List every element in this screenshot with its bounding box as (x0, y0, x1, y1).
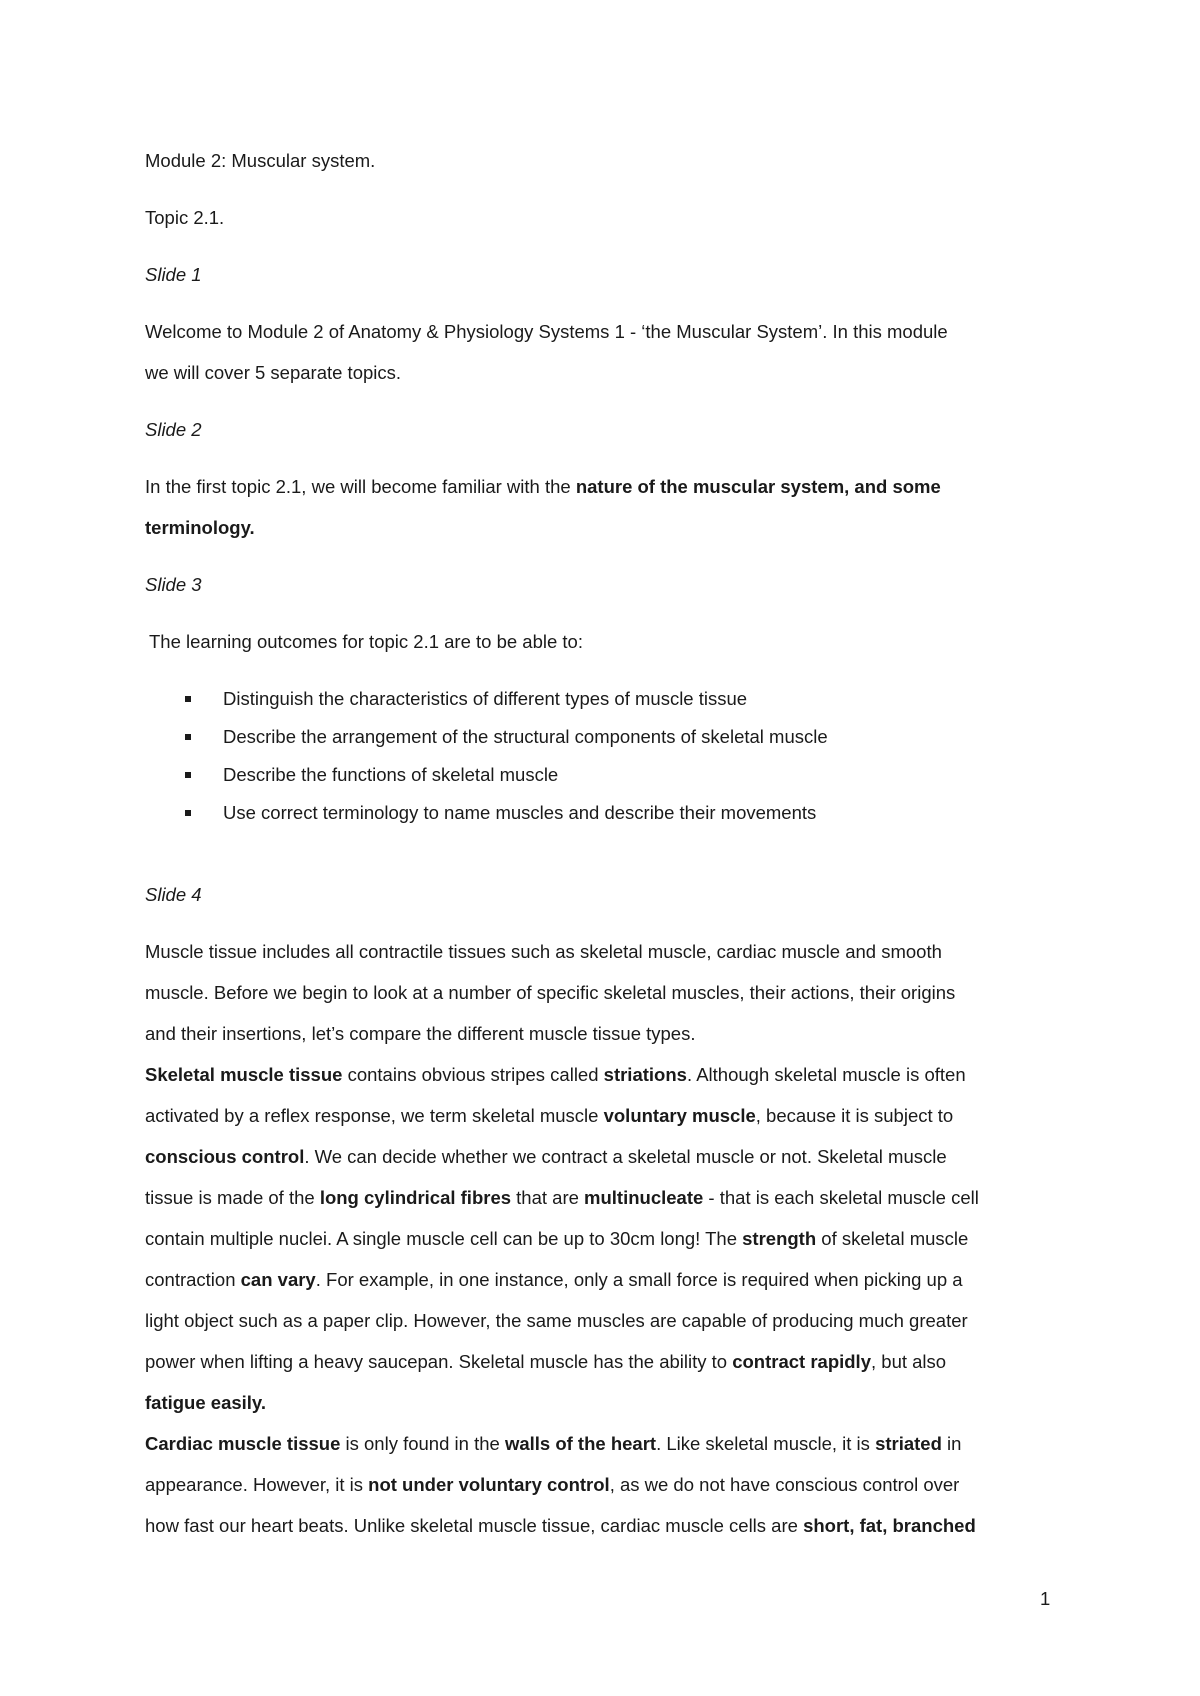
skeletal-paragraph-line: contraction can vary. For example, in one instance, only a small force is required when picking up a (145, 1269, 963, 1290)
paragraph-line: Muscle tissue includes all contractile tissues such as skeletal muscle, cardiac muscle and smooth (145, 941, 942, 962)
square-bullet-icon (185, 772, 191, 778)
slide-3-label: Slide 3 (145, 574, 202, 595)
skeletal-paragraph-line: tissue is made of the long cylindrical fibres that are multinucleate - that is each skeletal muscle cell (145, 1187, 979, 1208)
topic-title: Topic 2.1. (145, 207, 225, 228)
paragraph-line: and their insertions, let’s compare the different muscle tissue types. (145, 1023, 696, 1044)
slide-1-text-line: Welcome to Module 2 of Anatomy & Physiology Systems 1 - ‘the Muscular System’. In this module (145, 321, 948, 342)
square-bullet-icon (185, 734, 191, 740)
learning-outcomes-intro: The learning outcomes for topic 2.1 are to be able to: (149, 631, 583, 652)
module-title: Module 2: Muscular system. (145, 150, 376, 171)
skeletal-paragraph-line: fatigue easily. (145, 1392, 266, 1413)
slide-1-text-line: we will cover 5 separate topics. (145, 362, 402, 383)
square-bullet-icon (185, 810, 191, 816)
skeletal-paragraph-line: contain multiple nuclei. A single muscle cell can be up to 30cm long! The strength of skeletal muscle (145, 1228, 969, 1249)
slide-2-text-line: terminology. (145, 517, 255, 538)
cardiac-paragraph-line: appearance. However, it is not under voluntary control, as we do not have conscious control over (145, 1474, 960, 1495)
skeletal-paragraph-line: Skeletal muscle tissue contains obvious stripes called striations. Although skeletal muscle is often (145, 1064, 966, 1085)
slide-2-label: Slide 2 (145, 419, 202, 440)
paragraph-line: muscle. Before we begin to look at a number of specific skeletal muscles, their actions, their origins (145, 982, 956, 1003)
skeletal-paragraph-line: conscious control. We can decide whether we contract a skeletal muscle or not. Skeletal muscle (145, 1146, 947, 1167)
skeletal-paragraph-line: light object such as a paper clip. However, the same muscles are capable of producing much greater (145, 1310, 968, 1331)
skeletal-paragraph-line: activated by a reflex response, we term skeletal muscle voluntary muscle, because it is subject to (145, 1105, 954, 1126)
slide-1-label: Slide 1 (145, 264, 202, 285)
skeletal-paragraph-line: power when lifting a heavy saucepan. Skeletal muscle has the ability to contract rapidly, but also (145, 1351, 947, 1372)
square-bullet-icon (185, 696, 191, 702)
cardiac-paragraph-line: Cardiac muscle tissue is only found in the walls of the heart. Like skeletal muscle, it is striated in (145, 1433, 962, 1454)
slide-4-label: Slide 4 (145, 884, 202, 905)
slide-2-text-line: In the first topic 2.1, we will become familiar with the nature of the muscular system, and some (145, 476, 941, 497)
document-page: Module 2: Muscular system. Topic 2.1. Slide 1 Welcome to Module 2 of Anatomy & Physiology Systems 1 - ‘the Muscular System’. In this module we will cover 5 separate topics. Slide 2 In the first topic 2.1, we will become familiar with the nature of the muscular system, and some terminology. Slide 3 The learning outcomes for topic 2.1 are to be able to: Distinguish the characteristics of different types of muscle tissue Describe the arrangement of the structural components of skeletal muscle Describe the functions of skeletal muscle Use correct terminology to name muscles and describe their movements Slide 4 Muscle tissue includes all contractile tissues such as skeletal muscle, cardiac muscle and smooth muscle. Before we begin to look at a number of specific skeletal muscles, their actions, their origins and their insertions, let’s compare the different muscle tissue types. Skeletal muscle tissue contains obvious stripes called striations. Although skeletal muscle is often activated by a reflex response, we term skeletal muscle voluntary muscle, because it is subject to conscious control. We can decide whether we contract a skeletal muscle or not. Skeletal muscle tissue is made of the long cylindrical fibres that are multinucleate - that is each skeletal muscle cell contain multiple nuclei. A single muscle cell can be up to 30cm long! The strength of skeletal muscle contraction can vary. For example, in one instance, only a small force is required when picking up a light object such as a paper clip. However, the same muscles are capable of producing much greater power when lifting a heavy saucepan. Skeletal muscle has the ability to contract rapidly, but also fatigue easily. Cardiac muscle tissue is only found in the walls of the heart. Like skeletal muscle, it is striated in appearance. However, it is not under voluntary control, as we do not have conscious control over how fast our heart beats. Unlike skeletal muscle tissue, cardiac muscle cells are short, fat, branched 1 (145, 150, 1051, 1609)
cardiac-paragraph-line: how fast our heart beats. Unlike skeletal muscle tissue, cardiac muscle cells are short, fat, branched (145, 1515, 976, 1536)
page-number: 1 (1040, 1588, 1051, 1609)
